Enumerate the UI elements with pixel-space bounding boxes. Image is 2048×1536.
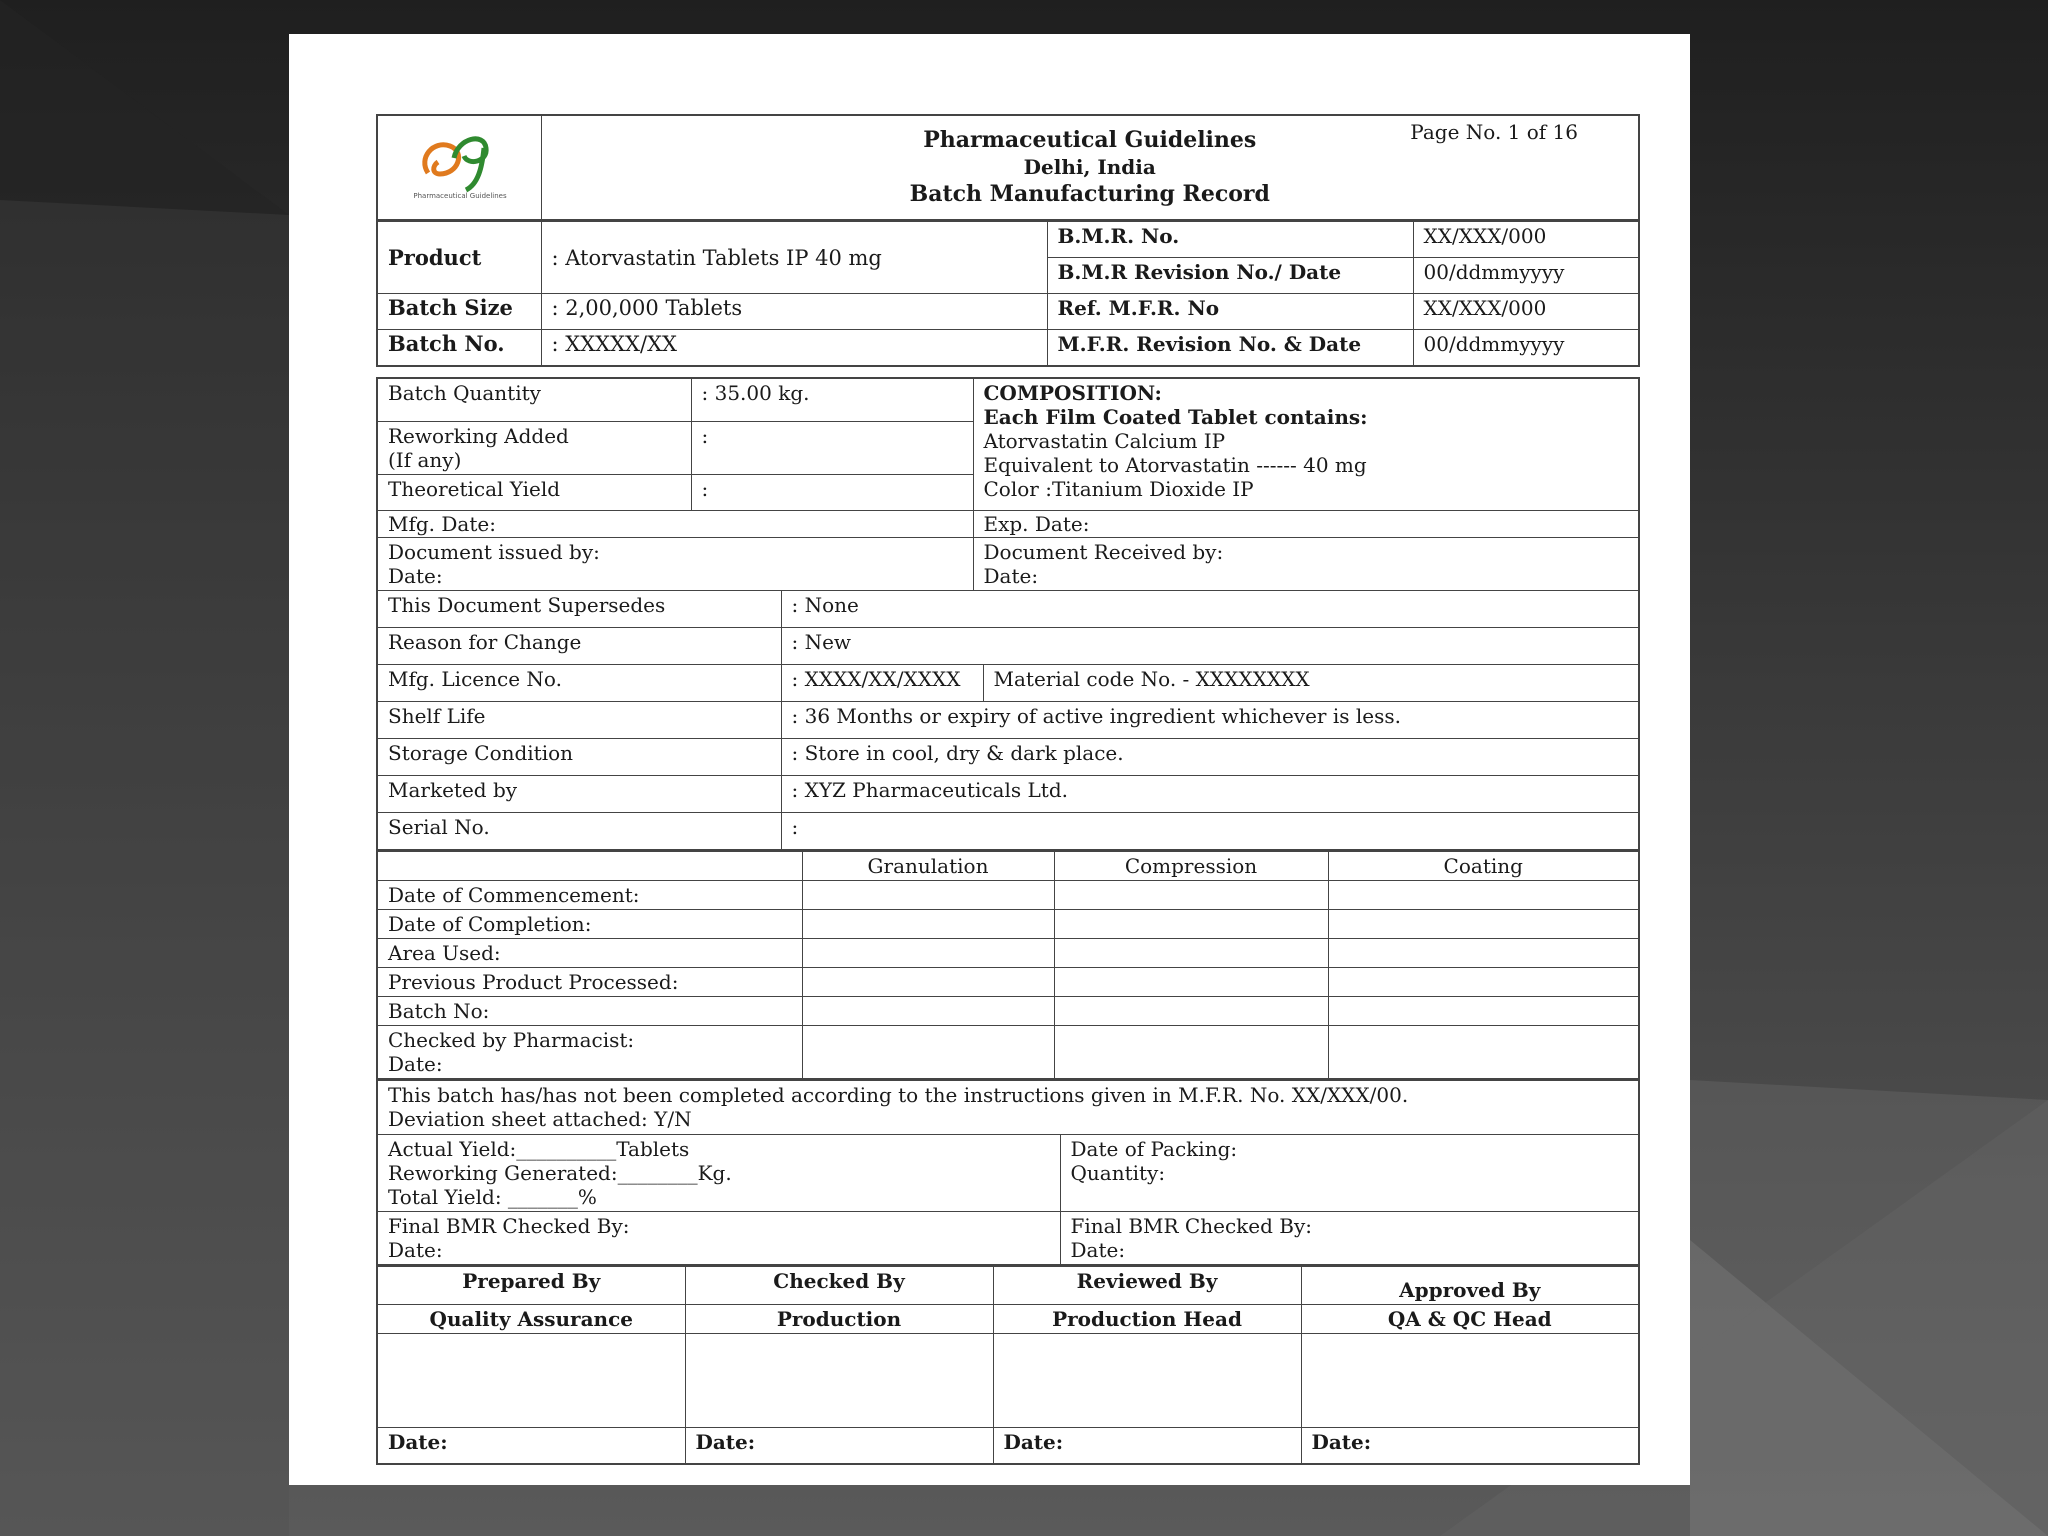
serial-no-label: Serial No. [377, 813, 781, 850]
signature-role: Reviewed By [993, 1267, 1301, 1305]
stage-cell [1054, 996, 1328, 1025]
stage-cell [802, 938, 1054, 967]
table-row [377, 909, 1639, 938]
signature-box [1301, 1334, 1639, 1428]
signature-role: Checked By [685, 1267, 993, 1305]
signature-department: Quality Assurance [377, 1305, 685, 1334]
product-label: Product [377, 222, 541, 294]
document-received: Document Received by: Date: [973, 538, 1639, 591]
composition-line-1: Atorvastatin Calcium IP [983, 428, 1226, 453]
stages-corner [377, 851, 802, 880]
final-bmr-check-left: Final BMR Checked By: Date: [377, 1211, 1060, 1265]
logo-text: Pharmaceutical Guidelines [413, 192, 507, 200]
mfr-revision-label: M.F.R. Revision No. & Date [1047, 330, 1413, 366]
stage-cell [1054, 909, 1328, 938]
reason-label: Reason for Change [377, 628, 781, 665]
theoretical-yield-value: : [691, 475, 973, 511]
shelf-life-label: Shelf Life [377, 702, 781, 739]
final-bmr-check-right: Final BMR Checked By: Date: [1060, 1211, 1639, 1265]
batch-details-table [376, 377, 1640, 851]
departments-row [377, 1305, 1639, 1334]
mfr-no-value: XX/XXX/000 [1413, 294, 1639, 330]
yield-block: Actual Yield:__________Tablets Reworking Generated:________Kg. Total Yield: _______% [377, 1134, 1060, 1211]
bmr-revision-label: B.M.R Revision No./ Date [1047, 258, 1413, 294]
roles-row [377, 1267, 1639, 1305]
org-name: Pharmaceutical Guidelines [923, 127, 1257, 153]
pharma-guidelines-logo [388, 118, 532, 212]
signature-date-label: Date: [685, 1428, 993, 1464]
licence-value: : XXXX/XX/XXXX [781, 665, 983, 702]
signature-date-label: Date: [993, 1428, 1301, 1464]
exp-date: Exp. Date: [973, 511, 1639, 538]
licence-label: Mfg. Licence No. [377, 665, 781, 702]
signature-box [993, 1334, 1301, 1428]
stage-row-label: Date of Commencement: [377, 880, 802, 909]
marketed-by-value: : XYZ Pharmaceuticals Ltd. [781, 776, 1639, 813]
reason-value: : New [781, 628, 1639, 665]
batch-size-value: : 2,00,000 Tablets [541, 294, 1047, 330]
stages-header-row [377, 851, 1639, 880]
reworking-value: : [691, 422, 973, 475]
completion-table [376, 1080, 1640, 1267]
composition-subtitle: Each Film Coated Tablet contains: [983, 404, 1368, 429]
marketed-by-label: Marketed by [377, 776, 781, 813]
stage-column-header: Granulation [802, 851, 1054, 880]
shelf-life-value: : 36 Months or expiry of active ingredient whichever is less. [781, 702, 1639, 739]
stage-cell [802, 967, 1054, 996]
serial-no-value: : [781, 813, 1639, 850]
stage-cell [1328, 938, 1639, 967]
record-header [376, 114, 1640, 221]
signatures-table [376, 1266, 1640, 1465]
stage-row-label: Date of Completion: [377, 909, 802, 938]
mfg-date: Mfg. Date: [377, 511, 973, 538]
mfr-revision-value: 00/ddmmyyyy [1413, 330, 1639, 366]
product-info-table [376, 221, 1640, 367]
bmr-no-value: XX/XXX/000 [1413, 222, 1639, 258]
document-issued: Document issued by: Date: [377, 538, 973, 591]
stage-cell [802, 909, 1054, 938]
storage-label: Storage Condition [377, 739, 781, 776]
signature-box [377, 1334, 685, 1428]
supersedes-value: : None [781, 591, 1639, 628]
composition-title: COMPOSITION: [983, 380, 1162, 405]
storage-value: : Store in cool, dry & dark place. [781, 739, 1639, 776]
batch-no-value: : XXXXX/XX [541, 330, 1047, 366]
stage-row-label: Area Used: [377, 938, 802, 967]
stage-column-header: Compression [1054, 851, 1328, 880]
packing-block: Date of Packing: Quantity: [1060, 1134, 1639, 1211]
bmr-no-label: B.M.R. No. [1047, 222, 1413, 258]
composition-cell [973, 378, 1639, 511]
stage-cell [802, 880, 1054, 909]
composition-line-2: Equivalent to Atorvastatin ------ 40 mg [983, 452, 1367, 477]
supersedes-label: This Document Supersedes [377, 591, 781, 628]
table-row [377, 996, 1639, 1025]
stage-cell [1328, 996, 1639, 1025]
stage-cell [802, 1025, 1054, 1079]
stage-row-label: Previous Product Processed: [377, 967, 802, 996]
table-row [377, 967, 1639, 996]
signature-box [685, 1334, 993, 1428]
header-title-cell [541, 115, 1639, 220]
stage-row-label: Batch No: [377, 996, 802, 1025]
stage-cell [1328, 909, 1639, 938]
stage-row-label: Checked by Pharmacist: Date: [377, 1025, 802, 1079]
signature-date-label: Date: [1301, 1428, 1639, 1464]
mfr-no-label: Ref. M.F.R. No [1047, 294, 1413, 330]
process-stages-table [376, 851, 1640, 1080]
batch-quantity-label: Batch Quantity [377, 378, 691, 422]
page-number: Page No. 1 of 16 [1410, 120, 1578, 144]
signature-department: Production Head [993, 1305, 1301, 1334]
org-location: Delhi, India [1023, 155, 1156, 179]
dates-row [377, 1428, 1639, 1464]
stage-cell [1054, 880, 1328, 909]
logo-cell [377, 115, 541, 220]
stage-cell [1328, 880, 1639, 909]
stage-cell [802, 996, 1054, 1025]
batch-size-label: Batch Size [377, 294, 541, 330]
bmr-revision-value: 00/ddmmyyyy [1413, 258, 1639, 294]
product-value: : Atorvastatin Tablets IP 40 mg [541, 222, 1047, 294]
stage-cell [1054, 938, 1328, 967]
batch-manufacturing-record [376, 114, 1640, 1465]
material-code: Material code No. - XXXXXXXX [983, 665, 1639, 702]
stage-cell [1328, 1025, 1639, 1079]
signature-date-label: Date: [377, 1428, 685, 1464]
composition-line-3: Color :Titanium Dioxide IP [983, 476, 1254, 501]
table-row [377, 880, 1639, 909]
signature-department: Production [685, 1305, 993, 1334]
stage-cell [1328, 967, 1639, 996]
batch-quantity-value: : 35.00 kg. [691, 378, 973, 422]
completion-statement: This batch has/has not been completed according to the instructions given in M.F.R. No. XX/XXX/00. Deviation sheet attached: Y/N [377, 1080, 1639, 1134]
stage-cell [1054, 1025, 1328, 1079]
signature-department: QA & QC Head [1301, 1305, 1639, 1334]
reworking-label: Reworking Added (If any) [377, 422, 691, 475]
table-row [377, 1025, 1639, 1079]
signature-role: Approved By [1301, 1267, 1639, 1305]
batch-no-label: Batch No. [377, 330, 541, 366]
signature-space-row [377, 1334, 1639, 1428]
table-row [377, 938, 1639, 967]
signature-role: Prepared By [377, 1267, 685, 1305]
theoretical-yield-label: Theoretical Yield [377, 475, 691, 511]
stage-column-header: Coating [1328, 851, 1639, 880]
stage-cell [1054, 967, 1328, 996]
doc-title: Batch Manufacturing Record [909, 181, 1270, 207]
